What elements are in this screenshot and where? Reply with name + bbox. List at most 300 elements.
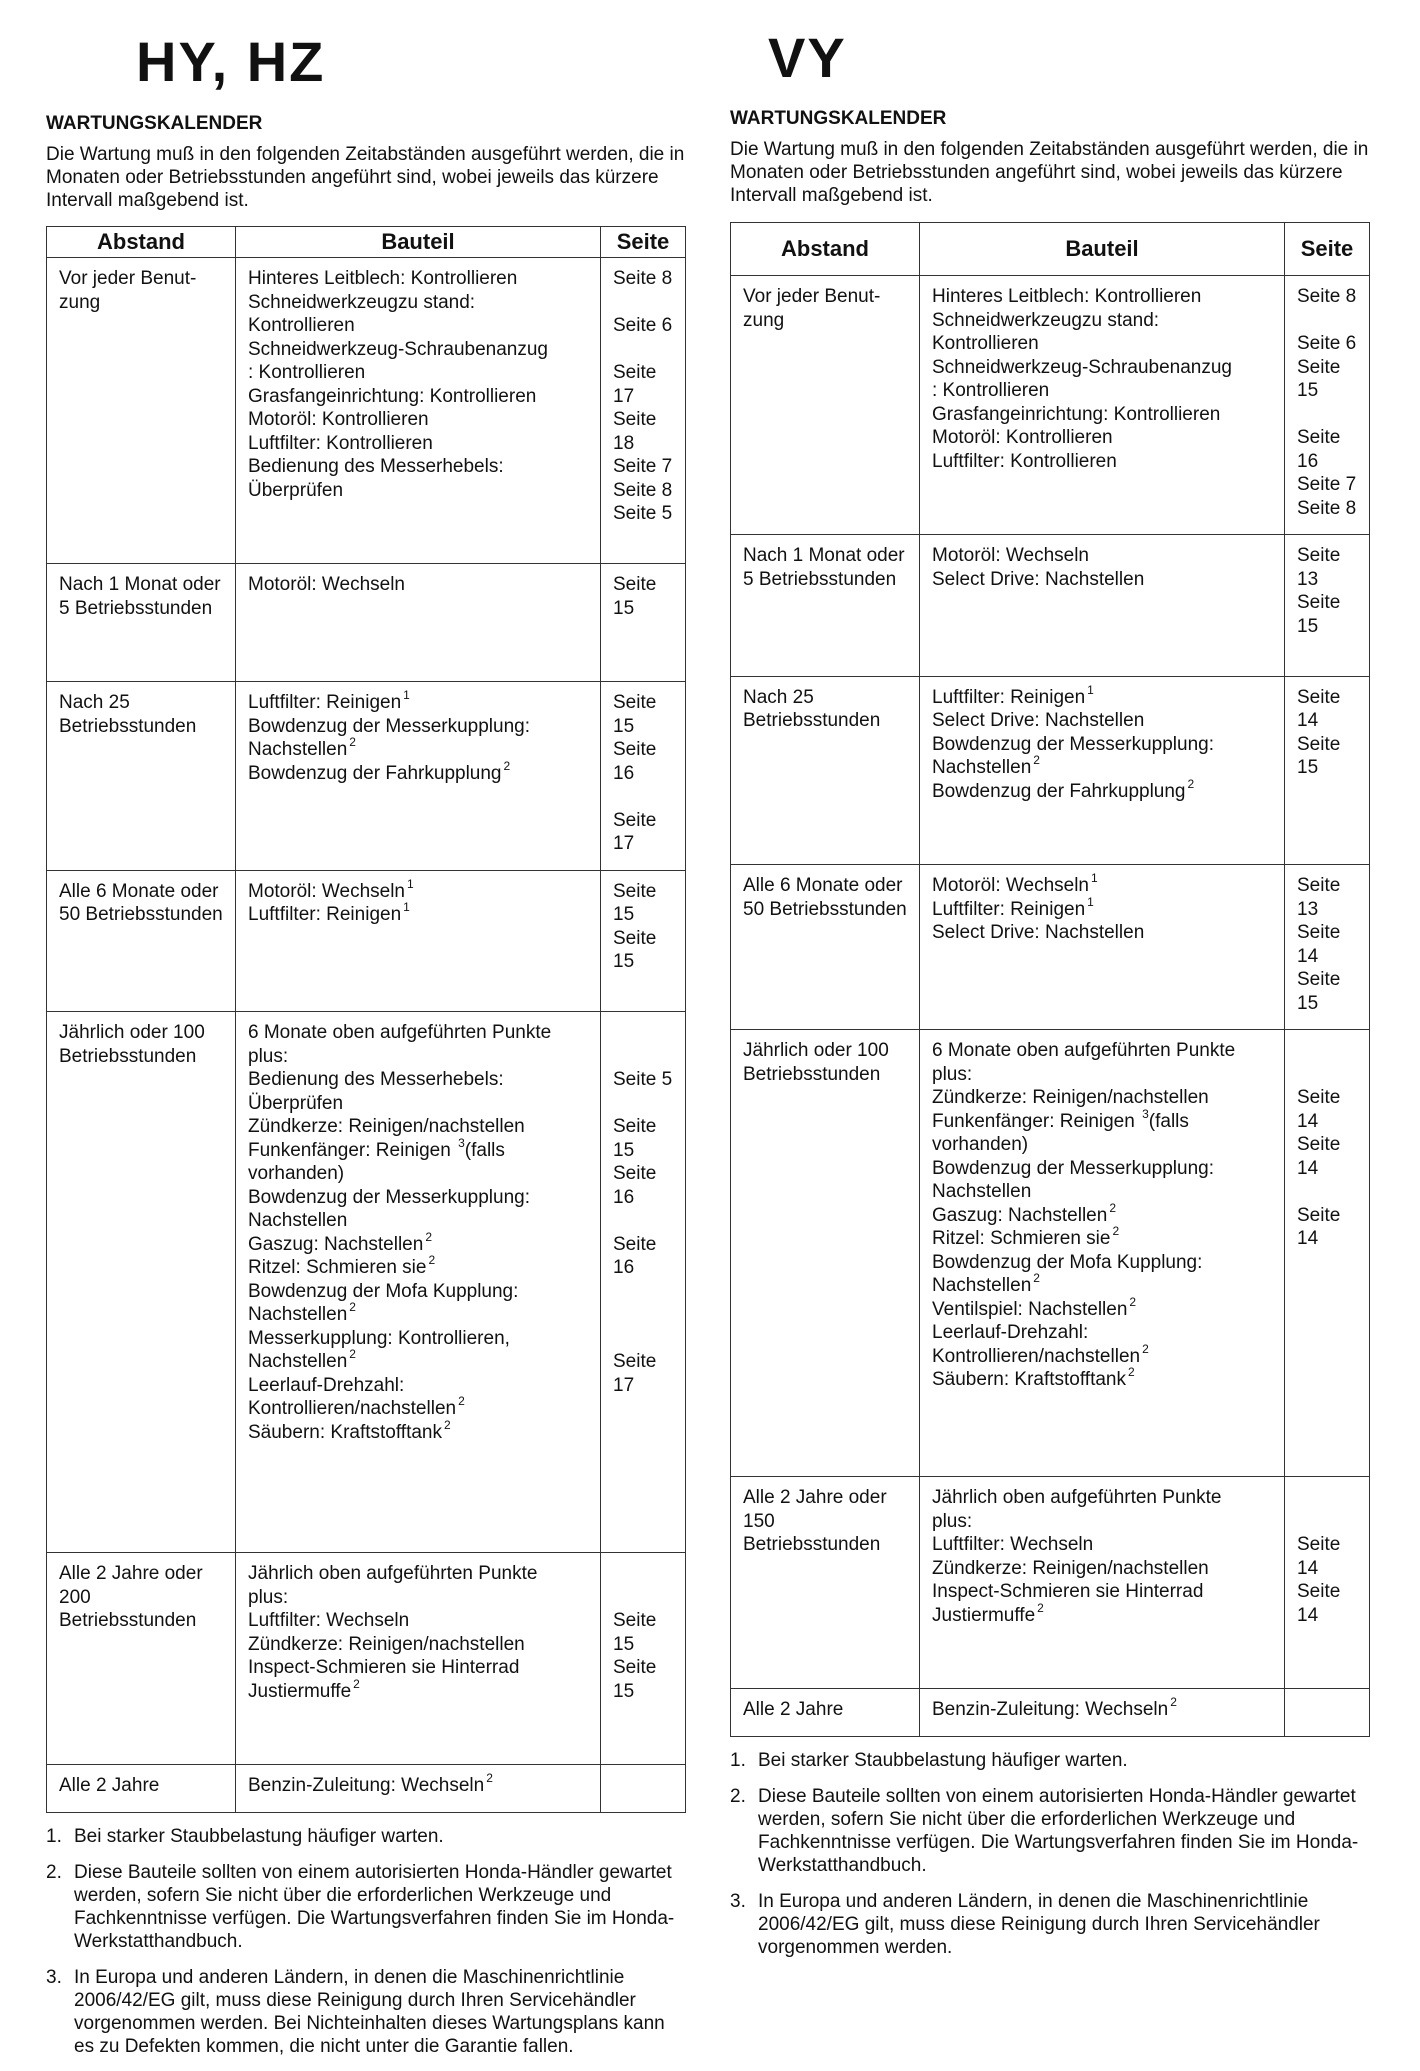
page-ref: Seite 15 — [613, 1657, 662, 1702]
part-cell — [920, 1477, 1285, 1689]
interval-cell: Nach 25 Betriebsstunden — [47, 682, 236, 871]
footnote-text: Diese Bauteile sollten von einem autorisierten Honda-Händler gewartet werden, sofern Sie nicht über die erforderlichen Werkzeuge und Fachkenntnisse verfügen. Die Wartungsverfahren finden Sie im Honda-Werkstatthandbuch. — [74, 1862, 675, 1952]
part-text: Säubern: Kraftstofftank — [932, 1369, 1126, 1390]
table-row — [731, 1030, 1370, 1477]
model-title: HY, HZ — [136, 30, 326, 93]
page-ref: Seite 8 — [1297, 497, 1357, 519]
part-line — [932, 1294, 1272, 1322]
part-text: Luftfilter: Reinigen — [248, 904, 402, 925]
footnote-item — [730, 1890, 1370, 1959]
part-line — [932, 894, 1272, 922]
footnote-marker: 2 — [1187, 776, 1195, 791]
part-text: Luftfilter: Kontrollieren — [248, 432, 433, 454]
footnote-marker: 2 — [1129, 1294, 1137, 1309]
part-text: Benzin-Zuleitung: Wechseln — [248, 1775, 485, 1796]
page-ref — [1297, 1039, 1357, 1063]
part-text: Schneidwerkzeugzu stand: — [932, 309, 1160, 331]
part-text: Select Drive: Nachstellen — [932, 710, 1145, 731]
part-text: Schneidwerkzeug-Schraubenanzug — [932, 356, 1232, 378]
footnote-text: Bei starker Staubbelastung häufiger warten. — [74, 1826, 444, 1847]
part-line — [248, 597, 588, 621]
page-ref — [613, 526, 681, 550]
page-ref: Seite 15 — [1297, 969, 1346, 1014]
page-ref — [1297, 1698, 1357, 1722]
part-text: Säubern: Kraftstofftank — [248, 1421, 442, 1443]
part-line — [932, 1600, 1272, 1628]
page-ref: Seite 17 — [613, 362, 662, 407]
footnote-marker: 2 — [428, 1253, 436, 1267]
page-ref: Seite 14 — [1297, 922, 1346, 967]
part-text: Justiermuffe — [932, 1604, 1036, 1626]
part-line — [248, 876, 588, 904]
page-ref — [613, 1209, 681, 1233]
part-line — [932, 1321, 1272, 1345]
table-row — [47, 564, 686, 682]
footnote-marker: 2 — [349, 1300, 356, 1314]
part-line — [248, 758, 588, 786]
page-ref — [613, 1515, 681, 1539]
intro-text: Die Wartung muß in den folgenden Zeitabständen ausgeführt werden, die in Monaten oder Betriebsstunden angeführt sind, wobei jeweils das kürzere Intervall maßgebend ist. — [46, 144, 685, 211]
part-text: Zündkerze: Reinigen/nachstellen — [932, 1087, 1209, 1108]
part-cell — [920, 535, 1285, 677]
part-text: Inspect-Schmieren sie Hinterrad — [248, 1657, 520, 1678]
page-ref: Seite 8 — [1297, 286, 1357, 307]
page-ref — [613, 1491, 681, 1515]
part-text: Luftfilter: Reinigen — [932, 686, 1086, 708]
page-ref: Seite 15 — [1297, 592, 1346, 637]
interval-cell: Alle 2 Jahre — [47, 1765, 236, 1813]
footnote-item — [46, 1825, 686, 1848]
page-ref — [613, 338, 681, 362]
page-ref: Seite 14 — [1297, 1087, 1346, 1132]
part-line — [932, 1224, 1272, 1251]
page-ref — [613, 1468, 681, 1492]
part-line — [248, 1633, 588, 1657]
page-ref — [613, 291, 681, 315]
header-page: Seite — [601, 227, 686, 258]
footnote-marker: 2 — [486, 1771, 493, 1785]
part-text: Nachstellen — [248, 1304, 348, 1325]
page-ref — [613, 1703, 681, 1727]
page-cell — [601, 258, 686, 564]
part-text: Bedienung des Messerhebels: — [248, 1069, 504, 1090]
footnote-marker: 2 — [349, 1347, 356, 1361]
footnote-marker: 2 — [349, 735, 356, 749]
page-ref: Seite 14 — [1297, 1534, 1346, 1579]
part-text: Zündkerze: Reinigen/nachstellen — [932, 1557, 1209, 1579]
part-text: Bowdenzug der Messerkupplung: — [932, 733, 1215, 755]
part-text: Luftfilter: Wechseln — [248, 1610, 410, 1631]
page-ref — [613, 1045, 681, 1069]
part-text: Leerlauf-Drehzahl: — [248, 1374, 405, 1396]
page-ref — [613, 1092, 681, 1116]
page-cell — [1285, 865, 1370, 1030]
header-interval: Abstand — [731, 223, 920, 276]
part-line — [248, 1327, 588, 1351]
part-line — [932, 753, 1272, 780]
page-ref: Seite 13 — [1297, 875, 1346, 920]
part-line — [932, 1106, 1272, 1134]
part-line — [248, 1562, 588, 1586]
part-text: Jährlich oben aufgeführten Punkte — [248, 1563, 538, 1584]
part-cell — [236, 870, 601, 1012]
part-text: Nachstellen — [248, 1210, 348, 1231]
footnote-marker: 3 — [1142, 1106, 1149, 1121]
part-line — [248, 735, 588, 762]
part-line — [248, 385, 588, 409]
table-row — [47, 1765, 686, 1813]
part-cell — [236, 1765, 601, 1813]
part-line — [932, 1695, 1272, 1722]
part-text: Motoröl: Kontrollieren — [248, 409, 429, 430]
part-text: : Kontrollieren — [248, 362, 366, 383]
table-row — [731, 535, 1370, 677]
page-ref — [1297, 1392, 1357, 1416]
part-line — [248, 1280, 588, 1304]
part-text: Funkenfänger: Reinigen — [248, 1139, 457, 1161]
part-line — [932, 776, 1272, 804]
part-text: Benzin-Zuleitung: Wechseln — [932, 1699, 1169, 1720]
page-ref: Seite 6 — [1297, 333, 1357, 354]
footnote-marker: 1 — [1087, 682, 1094, 697]
part-text: Luftfilter: Kontrollieren — [932, 450, 1117, 472]
footnote-item — [730, 1785, 1370, 1877]
part-line — [932, 450, 1272, 474]
part-text: plus: — [248, 1586, 289, 1608]
interval-cell: Alle 2 Jahre oder 150 Betriebsstunden — [731, 1477, 920, 1689]
footnote-marker: 2 — [1170, 1695, 1177, 1709]
part-text-suffix: (falls — [1148, 1110, 1189, 1132]
part-text: Bowdenzug der Fahrkupplung — [248, 762, 502, 784]
footnote-text: Diese Bauteile sollten von einem autorisierten Honda-Händler gewartet werden, sofern Sie nicht über die erforderlichen Werkzeuge und Fachkenntnisse verfügen. Die Wartungsverfahren finden Sie im Honda-Werkstatthandbuch. — [758, 1786, 1359, 1876]
part-line — [248, 432, 588, 456]
part-line — [248, 1045, 588, 1069]
part-text: Zündkerze: Reinigen/nachstellen — [248, 1633, 525, 1655]
part-cell — [920, 865, 1285, 1030]
page-ref — [1297, 309, 1357, 333]
interval-cell: Alle 6 Monate oder 50 Betriebsstunden — [731, 865, 920, 1030]
part-line — [248, 715, 588, 739]
page-cell — [601, 682, 686, 871]
part-line — [248, 1394, 588, 1421]
part-text: Hinteres Leitblech: Kontrollieren — [248, 268, 518, 289]
part-line — [248, 479, 588, 503]
section-heading: WARTUNGSKALENDER — [46, 113, 263, 134]
table-header-row — [47, 227, 686, 258]
part-line — [248, 408, 588, 432]
part-line — [248, 1162, 588, 1186]
part-line — [932, 1063, 1272, 1087]
part-line — [932, 709, 1272, 733]
part-line — [248, 1374, 588, 1398]
part-line — [932, 285, 1272, 309]
page-ref: Seite 14 — [1297, 1204, 1346, 1249]
part-cell — [920, 676, 1285, 865]
part-line — [932, 1251, 1272, 1275]
part-line — [248, 688, 588, 715]
page-cell — [1285, 676, 1370, 865]
part-line — [248, 1068, 588, 1092]
part-line — [248, 1229, 588, 1257]
part-text: Schneidwerkzeug-Schraubenanzug — [248, 338, 548, 360]
table-row — [731, 1689, 1370, 1737]
part-line — [248, 927, 588, 951]
table-row — [47, 682, 686, 871]
footnote-text: In Europa und anderen Ländern, in denen die Maschinenrichtlinie 2006/42/EG gilt, muss diese Reinigung durch Ihren Servicehändler vorgenommen werden. — [758, 1891, 1320, 1958]
table-row — [731, 1477, 1370, 1689]
footnote-marker: 2 — [1109, 1200, 1117, 1215]
part-text: Gaszug: Nachstellen — [248, 1233, 424, 1255]
footnote-marker: 3 — [458, 1135, 465, 1150]
part-text: Motoröl: Kontrollieren — [932, 427, 1113, 448]
part-text: Kontrollieren/nachstellen — [248, 1398, 457, 1419]
page-ref: Seite 8 — [613, 479, 673, 501]
table-row — [47, 870, 686, 1012]
part-cell — [236, 258, 601, 564]
part-text: plus: — [932, 1063, 973, 1085]
part-line — [932, 1341, 1272, 1369]
interval-cell: Alle 6 Monate oder 50 Betriebsstunden — [47, 870, 236, 1012]
part-line — [932, 1533, 1272, 1557]
part-text: Nachstellen — [932, 757, 1032, 778]
part-line — [932, 356, 1272, 380]
footnotes — [730, 1749, 1370, 1972]
part-line — [932, 568, 1272, 592]
page-ref: Seite 14 — [1297, 1581, 1346, 1626]
part-text: Ventilspiel: Nachstellen — [932, 1298, 1128, 1320]
part-cell — [920, 1689, 1285, 1737]
page-ref: Seite 15 — [613, 692, 662, 737]
page-ref — [1297, 1510, 1357, 1534]
page-ref: Seite 15 — [613, 880, 662, 925]
part-line — [248, 900, 588, 927]
part-line — [932, 1200, 1272, 1228]
maintenance-table — [46, 226, 686, 1813]
part-line — [932, 544, 1272, 568]
page-ref: Seite 16 — [1297, 427, 1346, 472]
page-ref: Seite 15 — [613, 1610, 662, 1655]
footnote-marker: 2 — [1033, 753, 1040, 767]
page-ref: Seite 16 — [613, 739, 662, 784]
part-cell — [236, 564, 601, 682]
page-ref — [613, 620, 681, 644]
header-part: Bauteil — [920, 223, 1285, 276]
part-text: Ritzel: Schmieren sie — [248, 1257, 427, 1278]
interval-cell: Vor jeder Benut-zung — [731, 276, 920, 535]
part-line — [248, 267, 588, 291]
part-text: Hinteres Leitblech: Kontrollieren — [932, 286, 1202, 307]
page-ref: Seite 15 — [613, 1116, 662, 1161]
part-line — [932, 1133, 1272, 1157]
intro-text: Die Wartung muß in den folgenden Zeitabständen ausgeführt werden, die in Monaten oder Betriebsstunden angeführt sind, wobei jeweils das kürzere Intervall maßgebend ist. — [730, 139, 1369, 206]
part-line — [932, 682, 1272, 710]
page-cell — [1285, 1689, 1370, 1737]
part-line — [248, 455, 588, 479]
part-text: Nachstellen — [248, 739, 348, 760]
part-line — [932, 1180, 1272, 1204]
footnote-marker: 1 — [403, 688, 410, 702]
part-line — [248, 1676, 588, 1704]
part-line — [248, 573, 588, 597]
footnote-marker: 2 — [353, 1676, 360, 1691]
page-ref — [1297, 803, 1357, 827]
part-text: Leerlauf-Drehzahl: — [932, 1322, 1089, 1343]
page-ref — [613, 1727, 681, 1751]
part-text: Gaszug: Nachstellen — [932, 1204, 1108, 1226]
part-text: Select Drive: Nachstellen — [932, 568, 1145, 590]
part-text: 6 Monate oben aufgeführten Punkte — [248, 1022, 552, 1043]
part-cell — [920, 1030, 1285, 1477]
header-part: Bauteil — [236, 227, 601, 258]
page-ref: Seite 13 — [1297, 545, 1346, 590]
part-text: Grasfangeinrichtung: Kontrollieren — [932, 403, 1221, 425]
footnote-marker: 2 — [1142, 1341, 1149, 1356]
part-text: Luftfilter: Reinigen — [932, 898, 1086, 920]
footnote-marker: 2 — [425, 1229, 433, 1244]
part-line — [248, 1656, 588, 1680]
part-line — [932, 1086, 1272, 1110]
part-text: Grasfangeinrichtung: Kontrollieren — [248, 385, 537, 407]
part-text: 6 Monate oben aufgeführten Punkte — [932, 1040, 1236, 1061]
page-ref: Seite 5 — [613, 503, 673, 524]
part-line — [932, 1039, 1272, 1063]
page-ref — [613, 1303, 681, 1327]
page-ref — [613, 974, 681, 998]
page-ref — [1297, 1063, 1357, 1087]
footnote-marker: 1 — [403, 900, 410, 914]
interval-cell: Nach 1 Monat oder 5 Betriebsstunden — [731, 535, 920, 677]
page-ref — [1297, 780, 1357, 804]
page-ref — [1297, 1486, 1357, 1510]
page-ref: Seite 15 — [1297, 356, 1346, 401]
table-body — [47, 258, 686, 1813]
page-cell — [601, 1765, 686, 1813]
page-ref — [1297, 1627, 1357, 1651]
page-ref — [1297, 1345, 1357, 1369]
part-line — [248, 314, 588, 338]
page-cell — [1285, 276, 1370, 535]
table-row — [47, 1553, 686, 1765]
table-row — [47, 1012, 686, 1553]
part-line — [932, 591, 1272, 615]
part-text: Kontrollieren — [932, 333, 1039, 354]
interval-cell: Alle 2 Jahre — [731, 1689, 920, 1737]
page-ref: Seite 15 — [1297, 733, 1346, 778]
footnote-text: In Europa und anderen Ländern, in denen die Maschinenrichtlinie 2006/42/EG gilt, muss diese Reinigung durch Ihren Servicehändler vorgenommen werden. Bei Nichteinhalten dieses Wartungsplans kann es zu Defekten kommen, die nicht unter die Garantie fallen. — [74, 1967, 665, 2057]
part-text: Bowdenzug der Messerkupplung: — [932, 1157, 1215, 1179]
page-ref — [613, 1327, 681, 1351]
part-text: Ritzel: Schmieren sie — [932, 1228, 1111, 1249]
footnote-text: Bei starker Staubbelastung häufiger warten. — [758, 1750, 1128, 1771]
section-heading: WARTUNGSKALENDER — [730, 108, 947, 129]
part-line — [248, 1771, 588, 1798]
page-ref — [613, 644, 681, 668]
footnote-marker: 1 — [1087, 894, 1094, 909]
part-text: Schneidwerkzeugzu stand: — [248, 291, 476, 313]
part-text: Bowdenzug der Messerkupplung: — [248, 715, 531, 737]
interval-cell: Nach 1 Monat oder 5 Betriebsstunden — [47, 564, 236, 682]
part-line — [932, 1557, 1272, 1581]
page-ref — [613, 1021, 681, 1045]
page-ref — [613, 1562, 681, 1586]
footnote-marker: 1 — [1091, 871, 1098, 885]
part-cell — [236, 682, 601, 871]
footnote-marker: 2 — [503, 758, 511, 773]
page-cell — [1285, 1030, 1370, 1477]
page-ref: Seite 14 — [1297, 686, 1346, 731]
part-line — [248, 338, 588, 362]
part-text: Überprüfen — [248, 1092, 344, 1114]
footnote-number: 2. — [730, 1786, 746, 1807]
page-ref: Seite 18 — [613, 409, 662, 454]
footnote-number: 3. — [730, 1891, 746, 1912]
footnotes — [46, 1825, 686, 2071]
page-ref: Seite 17 — [613, 1351, 662, 1396]
part-line — [932, 426, 1272, 450]
page-ref: Seite 7 — [1297, 474, 1357, 495]
table-row — [731, 276, 1370, 535]
part-cell — [236, 1012, 601, 1553]
part-line — [932, 403, 1272, 427]
page-ref — [613, 1421, 681, 1445]
interval-cell: Nach 25 Betriebsstunden — [731, 676, 920, 865]
part-text: Überprüfen — [248, 479, 344, 501]
page-cell — [601, 870, 686, 1012]
table-body — [731, 276, 1370, 1737]
part-line — [248, 1021, 588, 1045]
page-ref — [613, 785, 681, 809]
part-text: Bedienung des Messerhebels: — [248, 456, 504, 477]
part-line — [248, 361, 588, 385]
part-line — [248, 1347, 588, 1374]
part-cell — [920, 276, 1285, 535]
page-ref — [613, 1397, 681, 1421]
page-cell — [1285, 1477, 1370, 1689]
table-header-row — [731, 223, 1370, 276]
part-text: vorhanden) — [932, 1134, 1029, 1155]
footnote-marker: 2 — [458, 1394, 465, 1408]
part-text: Bowdenzug der Mofa Kupplung: — [932, 1251, 1203, 1273]
part-text: Kontrollieren — [248, 315, 355, 336]
part-text: vorhanden) — [248, 1163, 345, 1184]
page-ref — [1297, 403, 1357, 427]
part-line — [932, 871, 1272, 898]
part-line — [932, 1157, 1272, 1181]
page-ref: Seite 7 — [613, 456, 673, 477]
part-text: plus: — [248, 1045, 289, 1067]
page-ref — [1297, 1651, 1357, 1675]
part-line — [932, 921, 1272, 945]
part-text: Justiermuffe — [248, 1680, 352, 1702]
footnote-number: 3. — [46, 1967, 62, 1988]
page-ref: Seite 16 — [613, 1233, 662, 1278]
page-ref: Seite 5 — [613, 1069, 673, 1090]
footnote-marker: 1 — [407, 876, 414, 891]
page-ref: Seite 15 — [613, 927, 662, 972]
part-line — [932, 379, 1272, 403]
part-line — [932, 1510, 1272, 1534]
footnote-number: 1. — [730, 1750, 746, 1771]
page-ref — [1297, 1368, 1357, 1392]
footnote-item — [730, 1749, 1370, 1772]
part-text: Zündkerze: Reinigen/nachstellen — [248, 1116, 525, 1137]
footnote-item — [46, 1966, 686, 2058]
interval-cell: Jährlich oder 100 Betriebsstunden — [47, 1012, 236, 1553]
page-ref — [1297, 1180, 1357, 1204]
part-text: plus: — [932, 1510, 973, 1532]
part-line — [932, 733, 1272, 757]
part-text: Bowdenzug der Mofa Kupplung: — [248, 1280, 519, 1302]
